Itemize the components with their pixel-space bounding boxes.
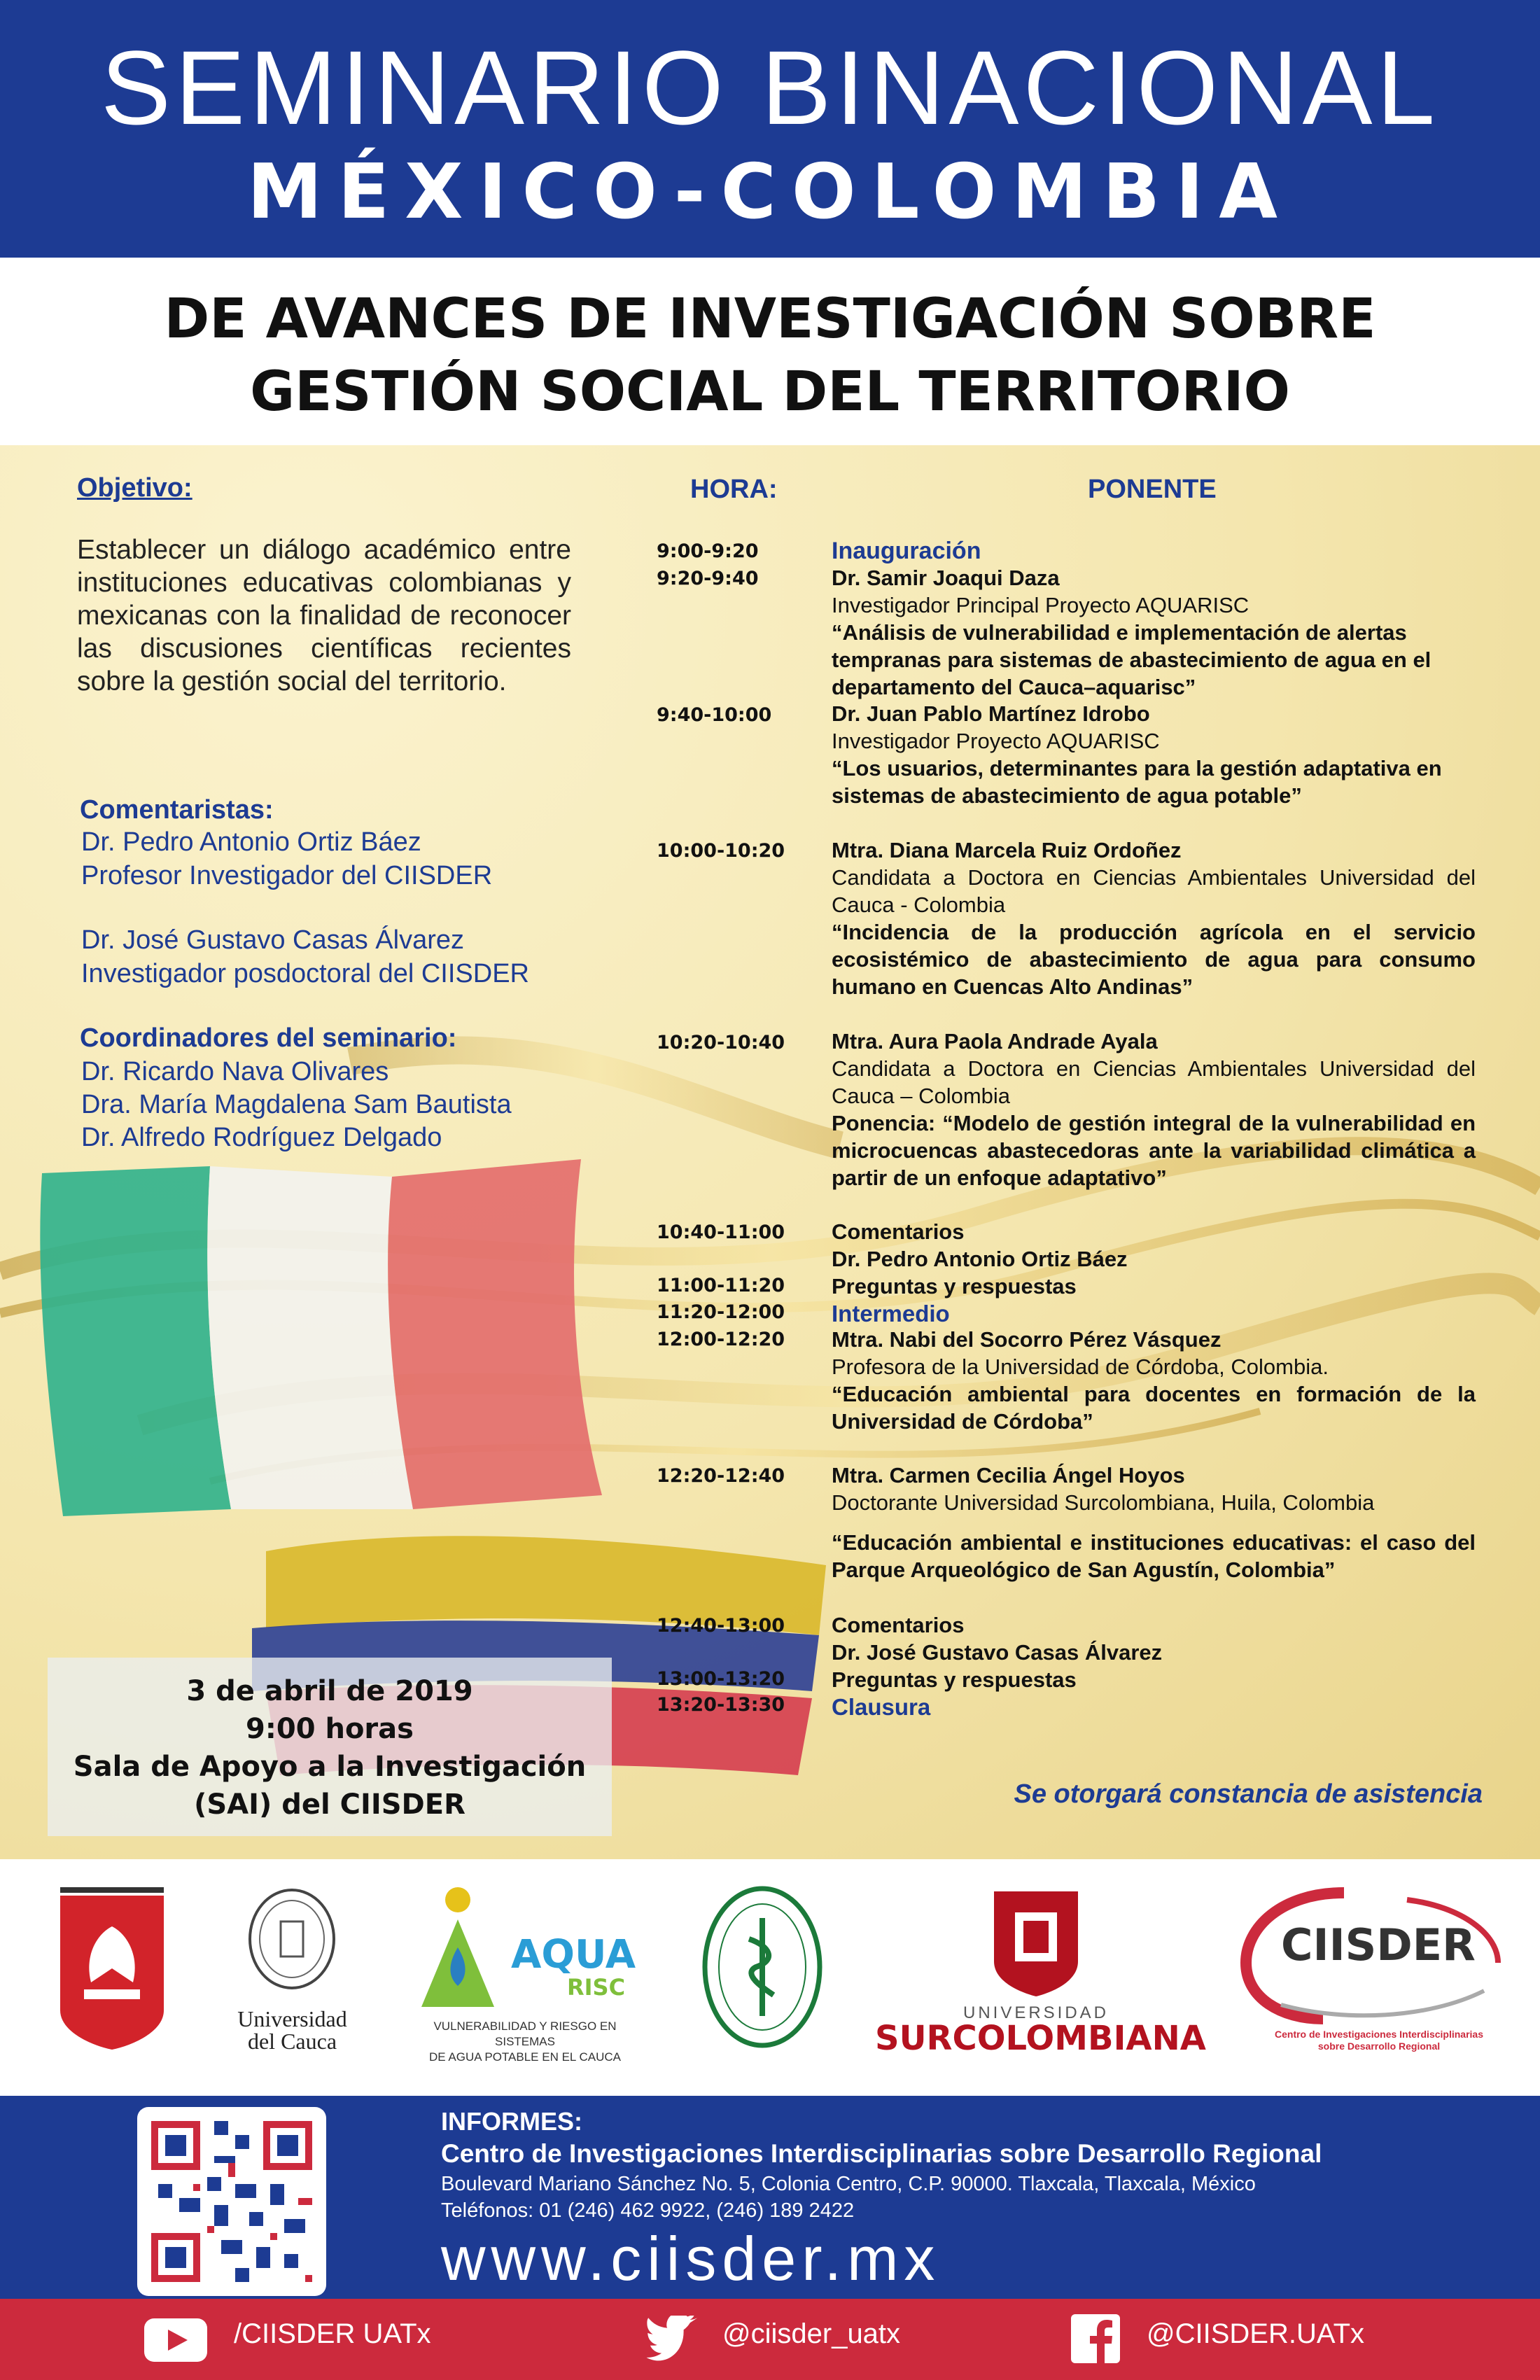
event-place-line2: (SAI) del CIISDER <box>194 1788 465 1821</box>
talk-title: “Incidencia de la producción agrícola en el servicio ecosistémico de abastecimiento de agua para consumo humano en Cuencas Alto Andinas” <box>832 920 1476 999</box>
comentarista-2-name: Dr. José Gustavo Casas Álvarez <box>81 925 464 955</box>
time-slot: 13:00-13:20 <box>657 1668 785 1690</box>
ciisder-caption-line1: Centro de Investigaciones Interdisciplinarias <box>1275 2029 1483 2040</box>
speaker-name: Dr. Juan Pablo Martínez Idrobo <box>832 701 1150 726</box>
mexico-flag-art <box>40 1159 602 1516</box>
unicauca-caption-line2: del Cauca <box>247 2029 337 2054</box>
coordinador-2: Dra. María Magdalena Sam Bautista <box>81 1090 512 1119</box>
time-slot: 11:00-11:20 <box>657 1275 785 1296</box>
program-entry <box>832 700 1476 809</box>
objective-label: Objetivo: <box>77 473 192 503</box>
aquarisc-logo-text-b: RISC <box>567 1974 626 2001</box>
qr-code[interactable] <box>137 2107 326 2296</box>
speaker-role: Investigador Proyecto AQUARISC <box>832 729 1160 753</box>
speaker-role: Candidata a Doctora en Ciencias Ambientales Universidad del Cauca - Colombia <box>832 865 1476 917</box>
time-slot: 10:00-10:20 <box>657 840 785 862</box>
subtitle-line2: GESTIÓN SOCIAL DEL TERRITORIO <box>250 360 1290 424</box>
unicauca-seal-logo <box>241 1886 343 1991</box>
speaker-role: Investigador Principal Proyecto AQUARISC <box>832 593 1250 617</box>
intermedio-label: Intermedio <box>832 1301 950 1326</box>
aquarisc-caption-line1: VULNERABILIDAD Y RIESGO EN SISTEMAS <box>433 2019 617 2048</box>
hora-header: HORA: <box>690 475 778 504</box>
time-slot: 13:20-13:30 <box>657 1694 785 1716</box>
speaker-name: Dr. José Gustavo Casas Álvarez <box>832 1640 1163 1665</box>
speaker-role: Profesora de la Universidad de Córdoba, Colombia. <box>832 1354 1329 1379</box>
time-slot: 9:00-9:20 <box>657 540 759 562</box>
title-line1: SEMINARIO BINACIONAL <box>100 29 1440 146</box>
usco-caption-b: SURCOLOMBIANA <box>875 2019 1206 2058</box>
qr-code-pattern <box>137 2107 326 2296</box>
program-entry <box>832 1326 1476 1435</box>
info-address: Boulevard Mariano Sánchez No. 5, Colonia Centro, C.P. 90000. Tlaxcala, Tlaxcala, México <box>441 2173 1256 2195</box>
time-slot: 12:00-12:20 <box>657 1329 785 1350</box>
aquarisc-caption-line2: DE AGUA POTABLE EN EL CAUCA <box>429 2050 621 2064</box>
website-link[interactable]: www.ciisder.mx <box>441 2224 941 2293</box>
aquarisc-logo-text-a: AQUA <box>511 1932 636 1977</box>
comentaristas-title: Comentaristas: <box>80 795 274 825</box>
program-entry-inauguracion <box>832 538 1476 565</box>
event-place-line1: Sala de Apoyo a la Investigación <box>73 1751 587 1783</box>
speaker-name: Mtra. Carmen Cecilia Ángel Hoyos <box>832 1463 1185 1488</box>
info-organization: Centro de Investigaciones Interdisciplinarias sobre Desarrollo Regional <box>441 2139 1322 2168</box>
program-entry <box>832 1218 1476 1327</box>
event-time: 9:00 horas <box>246 1713 414 1745</box>
event-date: 3 de abril de 2019 <box>186 1675 473 1707</box>
session-title: Comentarios <box>832 1613 965 1637</box>
session-title: Preguntas y respuestas <box>832 1667 1077 1692</box>
time-slot: 9:40-10:00 <box>657 704 772 726</box>
speaker-name: Mtra. Nabi del Socorro Pérez Vásquez <box>832 1327 1222 1352</box>
time-slot: 10:20-10:40 <box>657 1032 785 1054</box>
speaker-role: Doctorante Universidad Surcolombiana, Huila, Colombia <box>832 1490 1375 1515</box>
uatx-shield-logo <box>56 1884 168 2050</box>
subtitle-line1: DE AVANCES DE INVESTIGACIÓN SOBRE <box>164 288 1376 351</box>
session-title: Preguntas y respuestas <box>832 1274 1077 1298</box>
twitter-handle[interactable]: @ciisder_uatx <box>722 2318 901 2349</box>
facebook-handle[interactable]: @CIISDER.UATx <box>1147 2318 1364 2349</box>
speaker-name: Dr. Samir Joaqui Daza <box>832 566 1060 590</box>
certificate-note: Se otorgará constancia de asistencia <box>1014 1779 1483 1809</box>
usco-caption-a: UNIVERSIDAD <box>962 2003 1110 2022</box>
talk-title: “Educación ambiental para docentes en formación de la Universidad de Córdoba” <box>832 1382 1476 1434</box>
session-title: Comentarios <box>832 1219 965 1244</box>
program-entry <box>832 1462 1476 1583</box>
unicauca-caption-line1: Universidad <box>237 2006 347 2031</box>
program-entry <box>832 564 1476 701</box>
talk-title: “Análisis de vulnerabilidad e implementación de alertas tempranas para sistemas de abastecimiento de agua en el departamento del Cauca–aquarisc” <box>832 620 1432 699</box>
unicauca-caption <box>217 2008 368 2052</box>
comentarista-1-name: Dr. Pedro Antonio Ortiz Báez <box>81 827 421 857</box>
coordinador-1: Dr. Ricardo Nava Olivares <box>81 1057 389 1086</box>
program-entry <box>832 1611 1476 1721</box>
aquarisc-logo-mark <box>414 1884 505 2010</box>
coordinador-3: Dr. Alfredo Rodríguez Delgado <box>81 1123 442 1152</box>
speaker-name: Dr. Pedro Antonio Ortiz Báez <box>832 1247 1128 1271</box>
talk-title: Ponencia: “Modelo de gestión integral de la vulnerabilidad en microcuencas abastecedoras ante la variabilidad climática a partir de un enfoque adaptativo” <box>832 1111 1476 1190</box>
comentarista-2-role: Investigador posdoctoral del CIISDER <box>81 959 529 988</box>
time-slot: 10:40-11:00 <box>657 1222 785 1243</box>
info-label: INFORMES: <box>441 2107 582 2136</box>
talk-title: “Los usuarios, determinantes para la gestión adaptativa en sistemas de abastecimiento de agua potable” <box>832 756 1442 808</box>
ciisder-caption-line2: sobre Desarrollo Regional <box>1317 2040 1441 2052</box>
unicordoba-seal-logo <box>700 1883 825 2051</box>
info-phones: Teléfonos: 01 (246) 462 9922, (246) 189 2422 <box>441 2199 855 2222</box>
speaker-name: Mtra. Aura Paola Andrade Ayala <box>832 1029 1158 1054</box>
time-slot: 12:20-12:40 <box>657 1465 785 1487</box>
speaker-name: Mtra. Diana Marcela Ruiz Ordoñez <box>832 838 1182 862</box>
inauguracion-label: Inauguración <box>832 538 981 564</box>
youtube-handle[interactable]: /CIISDER UATx <box>234 2318 431 2349</box>
title-line2: MÉXICO-COLOMBIA <box>246 148 1293 236</box>
time-slot: 9:20-9:40 <box>657 568 759 589</box>
ciisder-logo-text: CIISDER <box>1281 1919 1476 1970</box>
youtube-icon[interactable] <box>144 2318 207 2362</box>
twitter-icon[interactable] <box>644 2316 699 2362</box>
comentarista-1-role: Profesor Investigador del CIISDER <box>81 861 493 890</box>
usco-shield-logo <box>987 1884 1085 1996</box>
speaker-role: Candidata a Doctora en Ciencias Ambientales Universidad del Cauca – Colombia <box>832 1056 1476 1108</box>
objective-text: Establecer un diálogo académico entre instituciones educativas colombianas y mexicanas con la finalidad de reconocer las discusiones científicas recientes sobre la gestión social del territorio. <box>77 535 571 696</box>
aquarisc-caption <box>410 2019 640 2065</box>
program-entry <box>832 836 1476 1000</box>
ciisder-caption <box>1253 2029 1505 2052</box>
program-entry <box>832 1028 1476 1191</box>
talk-title: “Educación ambiental e instituciones educativas: el caso del Parque Arqueológico de San Agustín, Colombia” <box>832 1530 1476 1582</box>
clausura-label: Clausura <box>832 1694 931 1720</box>
time-slot: 11:20-12:00 <box>657 1301 785 1323</box>
facebook-icon[interactable] <box>1071 2314 1120 2363</box>
coordinadores-title: Coordinadores del seminario: <box>80 1023 457 1053</box>
ponente-header: PONENTE <box>1088 475 1217 504</box>
time-slot: 12:40-13:00 <box>657 1615 785 1637</box>
